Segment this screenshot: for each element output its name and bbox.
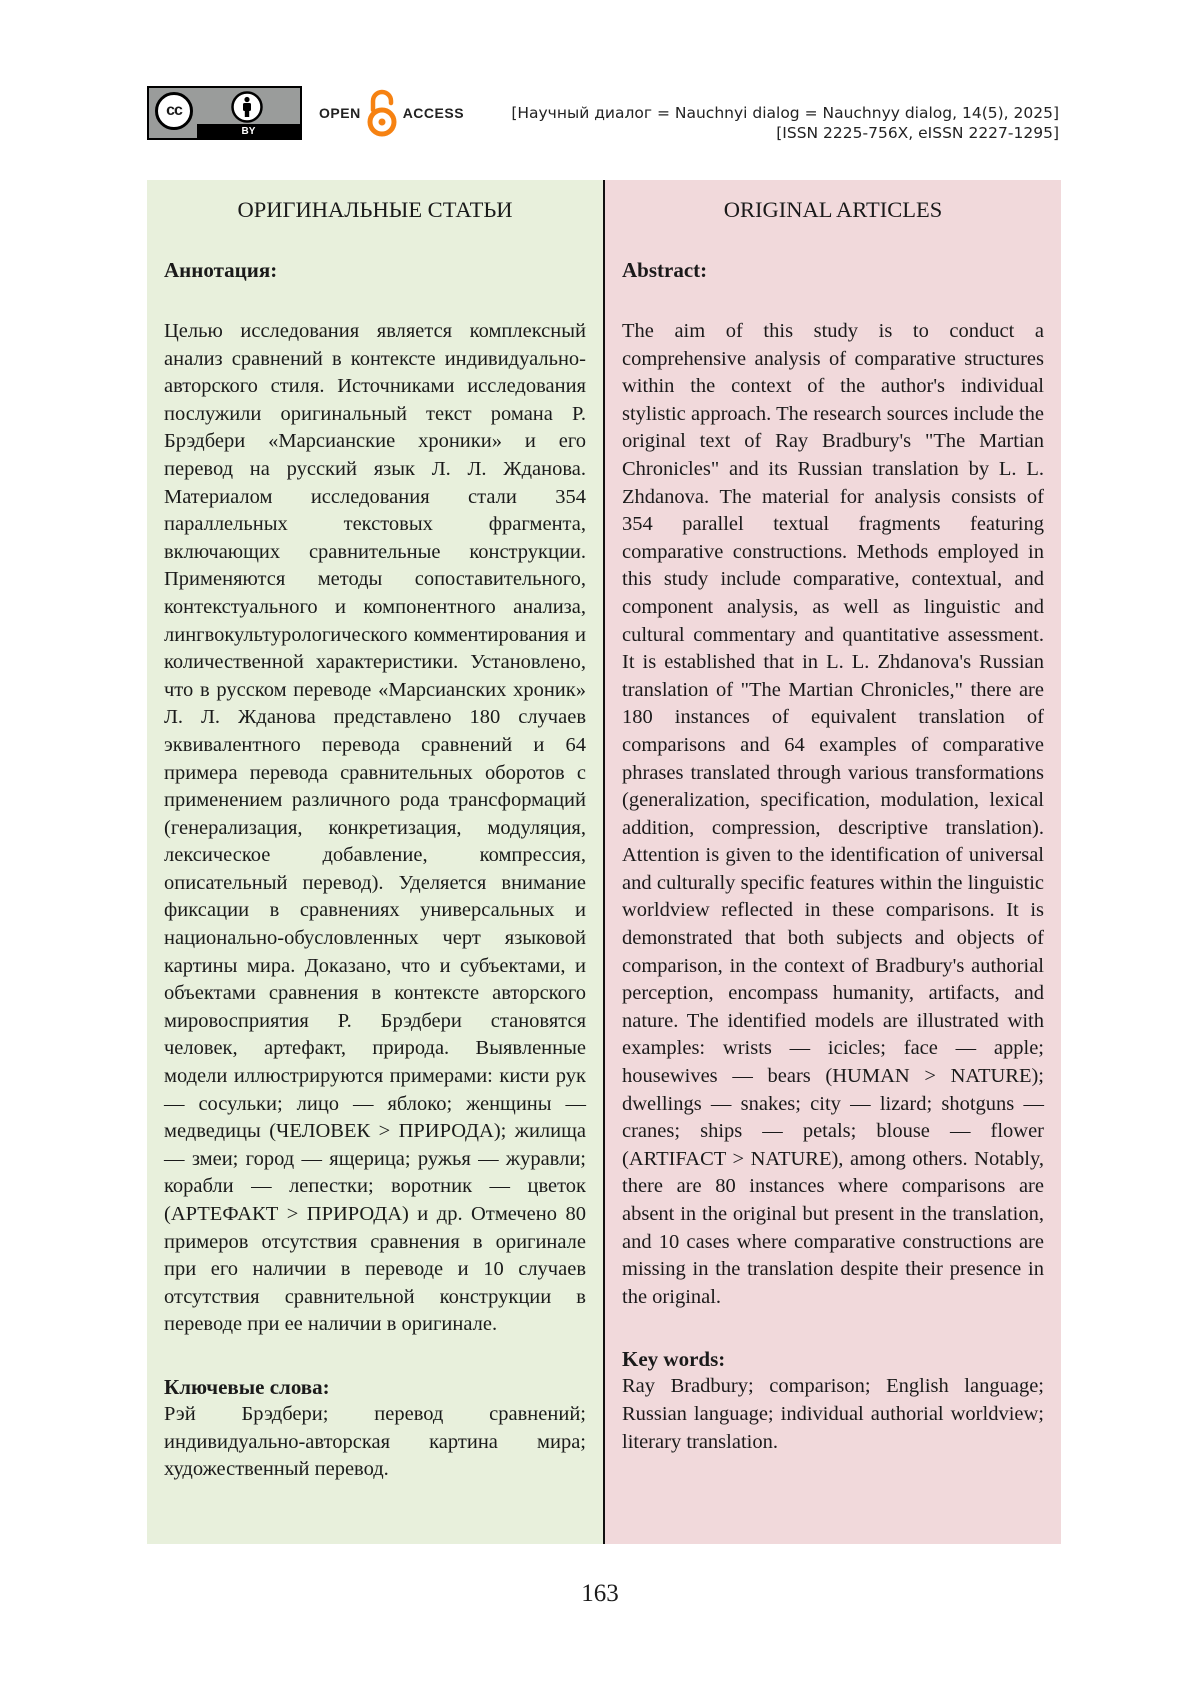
access-label: ACCESS	[402, 105, 465, 121]
abstract-label-en: Abstract:	[622, 258, 708, 282]
cc-icon: cc	[155, 92, 193, 130]
page-header	[147, 86, 1059, 146]
abstract-text-en: The aim of this study is to conduct a comprehensive analysis of comparative structures within the context of the author's individual stylistic approach. The research sources include the original text of Ray Bradbury's "The Martian Chronicles" and its Russian translation by L. L. Zhdanova. The material for analysis consists of 354 parallel textual fragments featuring comparative constructions. Methods employed in this study include comparative, contextual, and component analysis, as well as linguistic and cultural commentary and quantitative assessment. It is established that in L. L. Zhdanova's Russian translation of "The Martian Chronicles," there are 180 instances of equivalent translation of comparisons and 64 examples of comparative phrases translated through various transformations (generalization, specification, modulation, lexical addition, compression, descriptive translation). Attention is given to the identification of universal and culturally specific features within the linguistic worldview reflected in these comparisons. It is demonstrated that both subjects and objects of comparison, in the context of Bradbury's authorial perception, encompass humanity, artifacts, and nature. The identified models are illustrated with examples: wrists — icicles; face — apple; housewives — bears (HUMAN > NATURE); dwellings — snakes; city — lizard; shotguns — cranes; ships — petals; blouse — flower (ARTIFACT > NATURE), among others. Notably, there are 80 instances where comparisons are absent in the original but present in the translation, and 10 cases where comparative constructions are missing in the translation despite their presence in the original.	[622, 320, 1044, 1308]
issn-line: [ISSN 2225-756X, eISSN 2227-1295]	[776, 124, 1059, 142]
abstract-label-ru: Аннотация:	[164, 258, 278, 282]
journal-citation	[511, 103, 1059, 143]
by-label: BY	[197, 124, 300, 138]
keywords-text-en: Ray Bradbury; comparison; English language; Russian language; individual authorial worldview; literary translation.	[622, 1375, 1044, 1453]
keywords-text-ru: Рэй Брэдбери; перевод сравнений; индивидуально-авторская картина мира; художественный перевод.	[164, 1402, 586, 1481]
keywords-label-ru: Ключевые слова:	[164, 1374, 330, 1399]
cc-by-license-badge[interactable]	[147, 86, 302, 140]
english-column	[605, 180, 1061, 1544]
journal-title-line: [Научный диалог = Nauchnyi dialog = Nauchnyy dialog, 14(5), 2025]	[511, 104, 1059, 122]
open-access-logo	[319, 86, 464, 140]
section-title-ru: ОРИГИНАЛЬНЫЕ СТАТЬИ	[237, 197, 513, 222]
attribution-person-icon	[231, 91, 263, 123]
open-access-lock-icon	[365, 88, 399, 138]
section-title-en: ORIGINAL ARTICLES	[723, 197, 943, 222]
russian-column	[147, 180, 603, 1544]
page-number: 163	[581, 1580, 619, 1607]
open-label: OPEN	[319, 105, 361, 121]
abstract-text-ru: Целью исследования является комплексный анализ сравнений в контексте индивидуально-авторского стиля. Источниками исследования послужили оригинальный текст романа Р. Брэдбери «Марсианские хроники» и его перевод на русский язык Л. Л. Жданова. Материалом исследования стали 354 параллельных текстовых фрагмента, включающих сравнительные конструкции. Применяются методы сопоставительного, контекстуального и компонентного анализа, лингвокультурологического комментирования и количественной характеристики. Установлено, что в русском переводе «Марсианских хроник» Л. Л. Жданова представлено 180 случаев эквивалентного перевода сравнений и 64 примера перевода сравнительных оборотов с применением различного рода трансформаций (генерализация, конкретизация, модуляция, лексическое добавление, компрессия, описательный перевод). Уделяется внимание фиксации в сравнениях универсальных и национально-обусловленных черт языковой картины мира. Доказано, что и субъектами, и объектами сравнения в контексте авторского мировосприятия Р. Брэдбери становятся человек, артефакт, природа. Выявленные модели иллюстрируются примерами: кисти рук — сосульки; лицо — яблоко; женщины — медведицы (ЧЕЛОВЕК > ПРИРОДА); жилища — змеи; город — ящерица; ружья — журавли; корабли — лепестки; воротник — цветок (АРТЕФАКТ > ПРИРОДА) и др. Отмечено 80 примеров отсутствия сравнения в оригинале при его наличии в переводе и 10 случаев отсутствия сравнительной конструкции в переводе при ее наличии в оригинале.	[164, 320, 586, 1336]
keywords-label-en: Key words:	[622, 1347, 726, 1372]
bilingual-abstract-columns	[147, 180, 1061, 1544]
